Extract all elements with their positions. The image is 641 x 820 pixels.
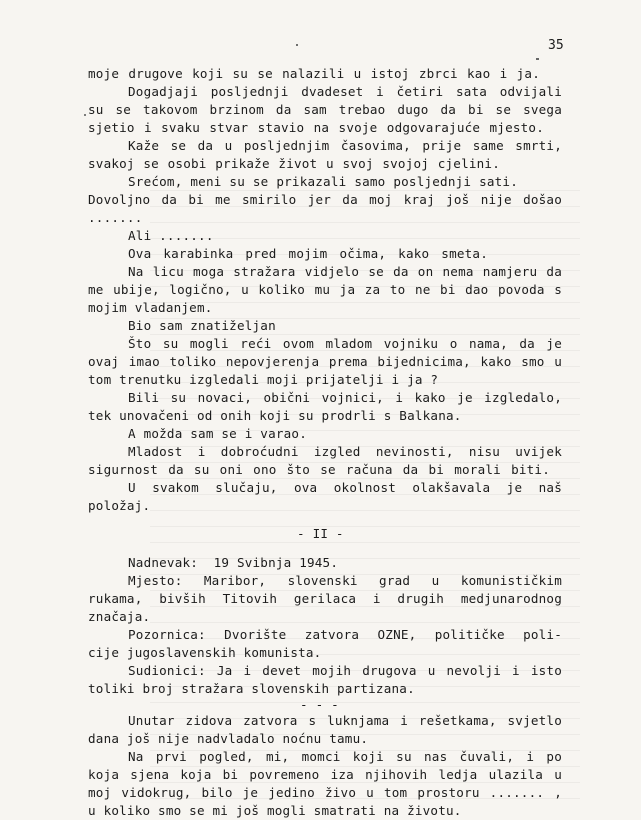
text-line: tek unovačeni od onih koji su prodrli s Balkana. [88,408,462,423]
speck-mark [296,44,298,46]
text-line: sjetio i svaku stvar stavio na svoje odgovarajuće mjesto. [88,120,544,135]
text-line: koja sjena koja bi povremeno iza njihovih ledja ulazila u [88,767,562,782]
text-line: me ubije, logično, u koliko mu ja za to ne bi dao povoda s [88,282,562,297]
text-line: ....... [88,210,143,225]
text-line: u koliko smo se mi još mogli smatrati na životu. [88,803,462,818]
text-line: su se takovom brzinom da sam trebao dugo da bi se svega [88,102,562,117]
text-line: moje drugove koji su se nalazili u istoj zbrci kao i ja. [88,66,540,81]
text-line: moj vidokrug, bilo je jedino živo u tom prostoru ....... , [88,785,562,800]
text-line: Sudionici: Ja i devet mojih drugova u nevolji i isto [128,663,562,678]
text-line: Pozornica: Dvorište zatvora OZNE, političke poli- [128,627,562,642]
section-heading: - II - [297,526,344,541]
text-line: Nadnevak: 19 Svibnja 1945. [128,555,339,570]
text-line: položaj. [88,498,151,513]
text-line: Dogadjaji posljednji dvadeset i četiri sata odvijali [128,84,562,99]
text-line: dana još nije nadvladalo noćnu tamu. [88,731,369,746]
text-line: Dovoljno da bi me smirilo jer da moj kraj još nije došao [88,192,562,207]
text-line: sigurnost da su oni ono što se računa da bi morali biti. [88,462,550,477]
text-line: značaja. [88,609,151,624]
text-line: Ali ....... [128,228,214,243]
text-line: tom trenutku izgledali moji prijatelji i ja ? [88,372,439,387]
speck-mark [84,114,86,116]
text-line: A možda sam se i varao. [128,426,307,441]
text-line: mojim vladanjem. [88,300,213,315]
text-line: cije jugoslavenskih komunista. [88,645,322,660]
text-line: Bili su novaci, obični vojnici, i kako je izgledalo, [128,390,562,405]
text-line: svakoj se osobi prikaže život u svoj svojoj cjelini. [88,156,500,171]
text-line: Što su mogli reći ovom mladom vojniku o nama, da je [128,336,562,351]
text-line: Unutar zidova zatvora s luknjama i rešetkama, svjetlo [128,713,562,728]
page-number: 35 [548,38,564,53]
section-divider: - - - [300,697,339,712]
text-line: Kaže se da u posljednjim časovima, prije same smrti, [128,138,562,153]
text-line: Bio sam znatiželjan [128,318,276,333]
text-line: Ova karabinka pred mojim očima, kako smeta. [128,246,488,261]
speck-mark [536,58,539,60]
text-line: Mjesto: Maribor, slovenski grad u komunističkim [128,573,562,588]
text-line: U svakom slučaju, ova okolnost olakšavala je naš [128,480,562,495]
text-line: Srećom, meni su se prikazali samo posljednji sati. [128,174,518,189]
text-line: toliki broj stražara slovenskih partizana. [88,681,415,696]
text-line: ovaj imao toliko nepovjerenja prema bijednicima, kako smo u [88,354,562,369]
text-line: Na prvi pogled, mi, momci koji su nas čuvali, i po [128,749,562,764]
text-line: Mladost i dobroćudni izgled nevinosti, nisu uvijek [128,444,562,459]
text-line: Na licu moga stražara vidjelo se da on nema namjeru da [128,264,562,279]
text-line: rukama, bivših Titovih gerilaca i drugih medjunarodnog [88,591,562,606]
